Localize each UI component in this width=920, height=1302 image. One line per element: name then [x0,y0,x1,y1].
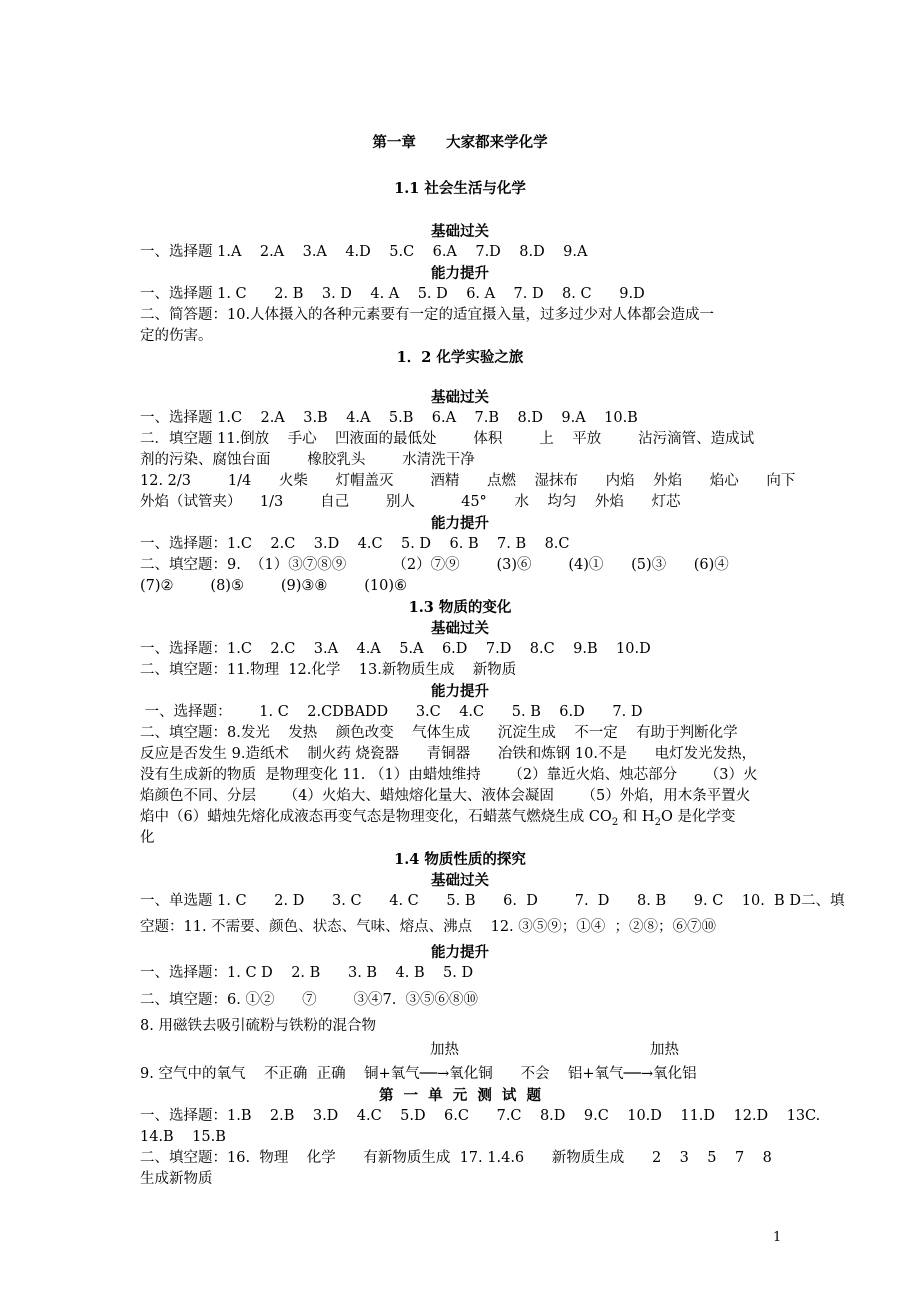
s13-line-6-part-a: 焰中（6）蜡烛先熔化成液态再变气态是物理变化，石蜡蒸气燃烧生成 CO [140,809,612,825]
s13-ability-line-3: 反应是否发生 9.造纸术 制火药 烧瓷器 青铜器 冶铁和炼钢 10.不是 电灯发光发热， [140,746,757,762]
s14-basic-line-1: 一、单选题 1. C 2. D 3. C 4. C 5. B 6. D 7. D 8. B 9. C 10. B D二、填 [140,893,845,909]
s13-ability-heading: 能力提升 [431,683,489,700]
s14-ability-line-1: 一、选择题：1. C D 2. B 3. B 4. B 5. D [140,965,474,981]
s11-basic-line: 一、选择题 1.A 2.A 3.A 4.D 5.C 6.A 7.D 8.D 9.A [140,244,588,260]
s11-ability-line-3: 定的伤害。 [140,328,213,344]
s12-basic-line-2: 二．填空题 11.倒放 手心 凹液面的最低处 体积 上 平放 沾污滴管、造成试 [140,431,755,447]
s11-ability-line-1: 一、选择题 1. C 2. B 3. D 4. A 5. D 6. A 7. D 8. C 9.D [140,286,645,302]
s14-basic-line-2: 空题：11. 不需要、颜色、状态、气味、熔点、沸点 12. ③⑤⑨；①④ ；②⑧；⑥⑦⑩ [140,919,716,935]
chapter-title: 第一章 大家都来学化学 [372,134,548,151]
co2-subscript: 2 [611,816,619,828]
h2o-subscript: 2 [654,816,661,828]
s12-basic-line-1: 一、选择题 1.C 2.A 3.B 4.A 5.B 6.A 7.B 8.D 9.A 10.B [140,410,638,426]
s13-line-6-part-b: 和 H [618,809,655,825]
s14-ability-line-3: 8. 用磁铁去吸引硫粉与铁粉的混合物 [140,1018,376,1034]
unit-test-line-2: 14.B 15.B [140,1129,226,1145]
unit-test-line-3: 二、填空题：16. 物理 化学 有新物质生成 17. 1.4.6 新物质生成 2 3 5 7 8 [140,1150,772,1166]
s12-ability-heading: 能力提升 [431,515,489,532]
s13-basic-line-2: 二、填空题：11.物理 12.化学 13.新物质生成 新物质 [140,662,517,678]
s11-ability-heading: 能力提升 [431,265,489,282]
s14-ability-heading: 能力提升 [431,944,489,961]
s14-ability-line-4: 9. 空气中的氧气 不正确 正确 铜+氧气──→氧化铜 不会 铝+氧气──→氧化铝 [140,1066,697,1082]
section-1-3-title: 1.3 物质的变化 [408,599,512,616]
unit-test-line-1: 一、选择题：1.B 2.B 3.D 4.C 5.D 6.C 7.C 8.D 9.C 10.D 11.D 12.D 13C. [140,1108,821,1124]
s11-ability-line-2: 二、简答题：10.人体摄入的各种元素要有一定的适宜摄入量，过多过少对人体都会造成一 [140,307,715,323]
s12-ability-line-3: (7)② (8)⑤ (9)③⑧ (10)⑥ [140,578,407,594]
s13-ability-line-5: 焰颜色不同、分层 （4）火焰大、蜡烛熔化量大、液体会凝固 （5）外焰，用木条平置火 [140,788,751,804]
s12-basic-line-4: 12. 2/3 1/4 火柴 灯帽盖灭 酒精 点燃 湿抹布 内焰 外焰 焰心 向下 [140,473,796,489]
s12-basic-heading: 基础过关 [431,389,489,406]
s13-line-6-part-c: O 是化学变 [660,809,736,825]
unit-test-title: 第 一 单 元 测 试 题 [378,1087,542,1104]
heat-condition-label-2: 加热 [650,1042,679,1058]
s12-ability-line-2: 二、填空题：9. （1）③⑦⑧⑨ （2）⑦⑨ (3)⑥ (4)① (5)③ (6)④ [140,557,729,573]
s12-basic-line-5: 外焰（试管夹） 1/3 自己 别人 45° 水 均匀 外焰 灯芯 [140,494,681,510]
s13-basic-heading: 基础过关 [431,620,489,637]
s13-ability-line-6 [140,807,735,828]
section-1-2-title: 1．2 化学实验之旅 [396,349,524,366]
s12-ability-line-1: 一、选择题：1.C 2.C 3.D 4.C 5. D 6. B 7. B 8.C [140,536,570,552]
unit-test-line-4: 生成新物质 [140,1171,213,1187]
s13-ability-line-1: 一、选择题： 1. C 2.CDBADD 3.C 4.C 5. B 6.D 7. D [140,704,643,720]
s12-basic-line-3: 剂的污染、腐蚀台面 橡胶乳头 水清洗干净 [140,452,475,468]
page-number: 1 [773,1230,782,1245]
s14-ability-line-2: 二、填空题：6. ①② ⑦ ③④7. ③⑤⑥⑧⑩ [140,992,479,1008]
s14-basic-heading: 基础过关 [431,872,489,889]
section-1-1-title: 1.1 社会生活与化学 [394,180,526,197]
s13-ability-line-4: 没有生成新的物质 是物理变化 11. （1）由蜡烛维持 （2）靠近火焰、烛芯部分 （3）火 [140,767,758,783]
s13-ability-line-7: 化 [140,830,155,846]
s11-basic-heading: 基础过关 [431,223,489,240]
s13-ability-line-2: 二、填空题：8.发光 发热 颜色改变 气体生成 沉淀生成 不一定 有助于判断化学 [140,725,738,741]
s13-basic-line-1: 一、选择题：1.C 2.C 3.A 4.A 5.A 6.D 7.D 8.C 9.B 10.D [140,641,651,657]
heat-condition-label-1: 加热 [430,1042,459,1058]
section-1-4-title: 1.4 物质性质的探究 [394,851,526,868]
